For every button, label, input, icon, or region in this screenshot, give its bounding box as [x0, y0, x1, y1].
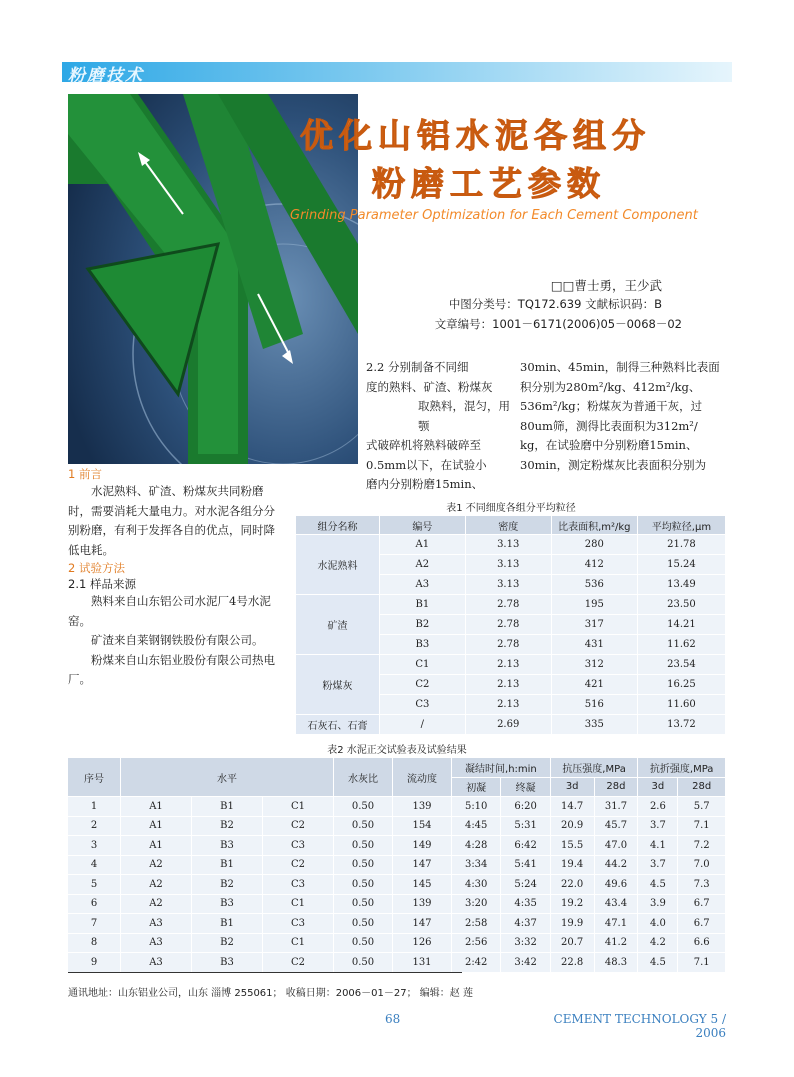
text-line: 积分别为280m²/kg、412m²/kg、 — [520, 379, 701, 394]
paragraph-slag: 矿渣来自莱钢钢铁股份有限公司。 — [91, 633, 264, 647]
table-cell: C3 — [263, 914, 334, 934]
table1-caption: 表1 不同细度各组分平均粒径 — [446, 503, 576, 514]
table-cell: 8 — [68, 933, 121, 953]
table-cell: 7.3 — [678, 875, 726, 895]
table-cell: 14.21 — [637, 615, 725, 635]
table-cell: 280 — [551, 535, 637, 555]
table-cell: 31.7 — [594, 797, 638, 817]
table-cell: 16.25 — [637, 675, 725, 695]
authors: □□曹士勇，王少武 — [550, 278, 662, 293]
table-cell: 19.9 — [550, 914, 594, 934]
table-header: 密度 — [465, 516, 551, 535]
table-cell: 131 — [393, 953, 452, 973]
table-cell: 4.5 — [638, 875, 678, 895]
table-cell: 22.0 — [550, 875, 594, 895]
table-cell: 11.60 — [637, 695, 725, 715]
table-cell: 5:31 — [501, 816, 550, 836]
table-cell: B3 — [192, 894, 263, 914]
footnote-divider — [68, 972, 462, 973]
table-row — [68, 914, 726, 934]
subheading-source: 2.1 样品来源 — [68, 577, 136, 591]
table-cell: C3 — [263, 875, 334, 895]
table-header: 流动度 — [393, 758, 452, 797]
table-cell: C1 — [263, 933, 334, 953]
table-cell: 139 — [393, 894, 452, 914]
page-number: 68 — [385, 1012, 401, 1026]
table-cell: 0.50 — [334, 953, 393, 973]
table-cell: 536 — [551, 575, 637, 595]
table-cell: 0.50 — [334, 855, 393, 875]
table-row — [68, 836, 726, 856]
table-cell: B2 — [192, 933, 263, 953]
table-cell: 0.50 — [334, 933, 393, 953]
text-line: 磨内分别粉磨15min、 — [366, 477, 484, 491]
table-header: 序号 — [68, 758, 121, 797]
table-cell: 15.24 — [637, 555, 725, 575]
table-cell: 11.62 — [637, 635, 725, 655]
table-header: 平均粒径,μm — [637, 516, 725, 535]
text-line: 2.2 分别制备不同细 — [366, 360, 469, 374]
table-cell: 23.50 — [637, 595, 725, 615]
table-cell: B2 — [379, 615, 465, 635]
table-cell: C2 — [263, 816, 334, 836]
heading-intro: 1 前言 — [68, 467, 102, 481]
table-header: 3d — [550, 777, 594, 797]
table-cell: 49.6 — [594, 875, 638, 895]
table-cell: 19.4 — [550, 855, 594, 875]
table-cell: 2:42 — [452, 953, 501, 973]
table-header-row — [68, 758, 726, 777]
table-cell: B3 — [379, 635, 465, 655]
table-cell: 4.1 — [638, 836, 678, 856]
table-header: 水灰比 — [334, 758, 393, 797]
table-cell: 317 — [551, 615, 637, 635]
table-cell: 312 — [551, 655, 637, 675]
table-header: 组分名称 — [296, 516, 379, 535]
table-header-row — [296, 516, 726, 535]
table-cell: 147 — [393, 855, 452, 875]
table-cell: 45.7 — [594, 816, 638, 836]
table-cell: 13.49 — [637, 575, 725, 595]
table-header: 水平 — [121, 758, 334, 797]
journal-name: CEMENT TECHNOLOGY 5 / 2006 — [553, 1012, 726, 1040]
table-cell: 2.78 — [465, 595, 551, 615]
table-cell: C1 — [379, 655, 465, 675]
table1 — [296, 516, 726, 735]
text-line: 30min，测定粉煤灰比表面积分别为 — [520, 457, 707, 472]
table-cell: 2.78 — [465, 615, 551, 635]
table-row — [68, 875, 726, 895]
table-cell: 20.9 — [550, 816, 594, 836]
table-cell: 44.2 — [594, 855, 638, 875]
table-cell: 3.13 — [465, 535, 551, 555]
table-cell: C1 — [263, 797, 334, 817]
table-cell: 1 — [68, 797, 121, 817]
table-cell: A2 — [379, 555, 465, 575]
table-cell: 4 — [68, 855, 121, 875]
table-cell: 5 — [68, 875, 121, 895]
text-line: 取熟料，混匀，用颚 — [418, 399, 510, 433]
table-cell: 0.50 — [334, 875, 393, 895]
body-column-right-a — [366, 358, 511, 495]
table-header: 比表面积,m²/kg — [551, 516, 637, 535]
table-cell: 195 — [551, 595, 637, 615]
table-cell: 6:20 — [501, 797, 550, 817]
table-cell: 14.7 — [550, 797, 594, 817]
text-line: 式破碎机将熟料破碎至 — [366, 438, 481, 452]
table-cell: 3.9 — [638, 894, 678, 914]
table-cell: B3 — [192, 836, 263, 856]
table-cell: 4:30 — [452, 875, 501, 895]
table-cell: B2 — [192, 816, 263, 836]
table-cell: A3 — [121, 914, 192, 934]
title-line1: 优化山铝水泥各组分 — [300, 116, 651, 155]
footnote: 通讯地址：山东铝业公司，山东 淄博 255061； 收稿日期：2006－01－27； 编辑：赵 莲 — [68, 988, 473, 999]
table-cell: 0.50 — [334, 914, 393, 934]
table-cell: 3:32 — [501, 933, 550, 953]
table-cell: 7.1 — [678, 816, 726, 836]
text-line: 536m²/kg；粉煤灰为普通干灰，过 — [520, 399, 703, 413]
table-cell: 22.8 — [550, 953, 594, 973]
table-cell: B1 — [192, 797, 263, 817]
table-cell: 4.5 — [638, 953, 678, 973]
table-cell: C1 — [263, 894, 334, 914]
table-cell: 147 — [393, 914, 452, 934]
table-cell: 4:35 — [501, 894, 550, 914]
table-cell: 5:10 — [452, 797, 501, 817]
table-header: 编号 — [379, 516, 465, 535]
table-cell: A1 — [121, 797, 192, 817]
section-header-bar — [62, 62, 732, 82]
table-cell: 335 — [551, 715, 637, 735]
table-cell: 4:45 — [452, 816, 501, 836]
table-cell: 41.2 — [594, 933, 638, 953]
text-line: 30min、45min，制得三种熟料比表面 — [520, 360, 720, 374]
table-header: 初凝 — [452, 777, 501, 797]
table-cell: 3.7 — [638, 855, 678, 875]
table-header: 抗压强度,MPa — [550, 758, 638, 777]
table-cell: 516 — [551, 695, 637, 715]
table-cell: 19.2 — [550, 894, 594, 914]
table-cell: 421 — [551, 675, 637, 695]
text-line: 80um筛，测得比表面积为312m²/ — [520, 418, 698, 433]
table-cell: 2.13 — [465, 675, 551, 695]
title-line2: 粉磨工艺参数 — [372, 164, 606, 203]
table-cell: 20.7 — [550, 933, 594, 953]
table-cell: B2 — [192, 875, 263, 895]
article-number: 文章编号：1001－6171(2006)05－0068－02 — [434, 317, 682, 331]
table-cell: 3.13 — [465, 575, 551, 595]
clc-number: 中图分类号：TQ172.639 文献标识码：B — [448, 297, 662, 311]
group-name: 粉煤灰 — [296, 655, 379, 715]
table-cell: 6.7 — [678, 914, 726, 934]
table-header: 凝结时间,h:min — [452, 758, 551, 777]
table-cell: 2.13 — [465, 695, 551, 715]
table-cell: 6 — [68, 894, 121, 914]
table-cell: 7.2 — [678, 836, 726, 856]
table-cell: 2.78 — [465, 635, 551, 655]
title-english: Grinding Parameter Optimization for Each Cement Component — [290, 208, 698, 223]
table2-caption: 表2 水泥正交试验表及试验结果 — [327, 745, 467, 756]
table-cell: 3.13 — [465, 555, 551, 575]
table-cell: 47.0 — [594, 836, 638, 856]
table-header: 28d — [678, 777, 726, 797]
table-cell: 126 — [393, 933, 452, 953]
table-cell: A1 — [121, 836, 192, 856]
table-row — [68, 953, 726, 973]
table-cell: 43.4 — [594, 894, 638, 914]
table-cell: 2 — [68, 816, 121, 836]
table-row — [68, 933, 726, 953]
table-cell: C2 — [263, 953, 334, 973]
table-cell: 3:34 — [452, 855, 501, 875]
table-cell: 5:24 — [501, 875, 550, 895]
table-cell: 3 — [68, 836, 121, 856]
table-cell: 2:56 — [452, 933, 501, 953]
section-label: 粉磨技术 — [68, 66, 144, 86]
table-cell: 431 — [551, 635, 637, 655]
table-header: 终凝 — [501, 777, 550, 797]
table-cell: 4.2 — [638, 933, 678, 953]
table-cell: 0.50 — [334, 816, 393, 836]
table-row — [68, 894, 726, 914]
table-cell: 145 — [393, 875, 452, 895]
paragraph-intro: 水泥熟料、矿渣、粉煤灰共同粉磨时，需要消耗大量电力。对水泥各组分分别粉磨，有利于发挥各自的优点，同时降低电耗。 — [68, 484, 275, 557]
table-cell: 9 — [68, 953, 121, 973]
table-cell: 4:37 — [501, 914, 550, 934]
table-cell: 0.50 — [334, 894, 393, 914]
table-row — [296, 655, 726, 675]
table-cell: 2.6 — [638, 797, 678, 817]
table-cell: C2 — [263, 855, 334, 875]
group-name: 矿渣 — [296, 595, 379, 655]
table-cell: / — [379, 715, 465, 735]
table-row — [68, 855, 726, 875]
table-cell: A3 — [379, 575, 465, 595]
table-cell: 4.0 — [638, 914, 678, 934]
table-cell: B1 — [192, 914, 263, 934]
heading-method: 2 试验方法 — [68, 561, 125, 575]
table-cell: C2 — [379, 675, 465, 695]
table2 — [68, 758, 726, 973]
group-name: 水泥熟料 — [296, 535, 379, 595]
table-cell: 23.54 — [637, 655, 725, 675]
table-cell: B1 — [379, 595, 465, 615]
table-cell: 2.69 — [465, 715, 551, 735]
table-cell: 7.1 — [678, 953, 726, 973]
table-header: 3d — [638, 777, 678, 797]
table-cell: 6.6 — [678, 933, 726, 953]
table-cell: 7.0 — [678, 855, 726, 875]
table-row — [296, 715, 726, 735]
table-cell: 139 — [393, 797, 452, 817]
table-cell: 0.50 — [334, 797, 393, 817]
table-cell: 2.13 — [465, 655, 551, 675]
table-row — [68, 816, 726, 836]
table-cell: 6:42 — [501, 836, 550, 856]
table-cell: B1 — [192, 855, 263, 875]
table-cell: C3 — [263, 836, 334, 856]
table-cell: A2 — [121, 894, 192, 914]
table-cell: 3:20 — [452, 894, 501, 914]
group-name: 石灰石、石膏 — [296, 715, 379, 735]
table-cell: 7 — [68, 914, 121, 934]
table-cell: 4:28 — [452, 836, 501, 856]
table-cell: 2:58 — [452, 914, 501, 934]
table-cell: 48.3 — [594, 953, 638, 973]
table-cell: 412 — [551, 555, 637, 575]
table-cell: 3.7 — [638, 816, 678, 836]
table-cell: 149 — [393, 836, 452, 856]
text-line: 度的熟料、矿渣、粉煤灰 — [366, 379, 493, 394]
table-cell: C3 — [379, 695, 465, 715]
table-header: 28d — [594, 777, 638, 797]
table-cell: A2 — [121, 855, 192, 875]
table-cell: A1 — [379, 535, 465, 555]
table-cell: 13.72 — [637, 715, 725, 735]
table-cell: 47.1 — [594, 914, 638, 934]
table-cell: A2 — [121, 875, 192, 895]
body-column-right-b — [520, 358, 725, 475]
table-cell: 5.7 — [678, 797, 726, 817]
table-cell: A3 — [121, 953, 192, 973]
table-cell: 0.50 — [334, 836, 393, 856]
table-cell: 15.5 — [550, 836, 594, 856]
table-cell: 154 — [393, 816, 452, 836]
text-line: 0.5mm以下，在试验小 — [366, 457, 487, 472]
table-cell: 6.7 — [678, 894, 726, 914]
table-cell: 21.78 — [637, 535, 725, 555]
body-column-left — [68, 466, 278, 690]
table-cell: 3:42 — [501, 953, 550, 973]
table-row — [296, 595, 726, 615]
table-row — [296, 535, 726, 555]
table-cell: A3 — [121, 933, 192, 953]
text-line: kg，在试验磨中分别粉磨15min、 — [520, 438, 698, 452]
table-cell: B3 — [192, 953, 263, 973]
table-header: 抗折强度,MPa — [638, 758, 726, 777]
table-cell: A1 — [121, 816, 192, 836]
table-row — [68, 797, 726, 817]
paragraph-clinker: 熟料来自山东铝公司水泥厂4号水泥窑。 — [68, 594, 271, 628]
paragraph-flyash: 粉煤来自山东铝业股份有限公司热电厂。 — [68, 652, 275, 686]
table-cell: 5:41 — [501, 855, 550, 875]
table2-body — [68, 797, 726, 973]
